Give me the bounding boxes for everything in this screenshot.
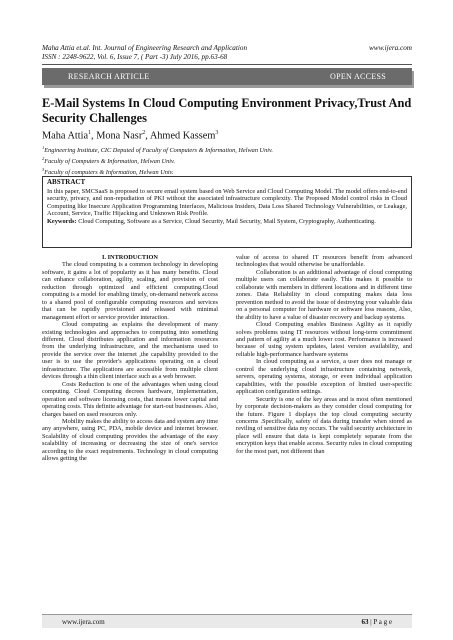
issn-line: ISSN : 2248-9622, Vol. 6, Issue 7, ( Part -3) July 2016, pp.63-68 — [42, 53, 228, 61]
abstract-box — [42, 176, 412, 248]
author-name: Maha Attia — [42, 130, 89, 142]
running-header — [42, 44, 412, 62]
author-separator: , — [91, 130, 97, 142]
body-paragraph: Security is one of the key areas and is most often mentioned by corporate decision-makers as they consider cloud computing for the future. Figure 1 displays the top cloud computing security concerns .Specifically, safety of data during transfer when stored as reviling of sensitive data my occurs. The valid security architecture in place will ensure that data is kept completely separate from the encryption keys that enable access. Security rules in cloud computing for the most part, not different than — [236, 395, 412, 455]
body-paragraph: The cloud computing is a common technology in developing software, it gains a lot of popularity as it has many benefits. Cloud can enhance collaboration, agility, scaling, and provision of cost reduction through optimized and efficient computing.Cloud computing is a model for enabling timely, on-demand network access to a shared pool of configurable computing resources and services that can be rapidly provisioned and released with minimal management effort or service provider interaction. — [42, 261, 218, 321]
page-number — [362, 618, 393, 626]
author-affiliation-mark: 3 — [215, 130, 219, 136]
author-affiliation-mark: 2 — [142, 130, 146, 136]
affiliation-text: Faculty of computers & Information, Helwan Univ. — [44, 169, 174, 177]
left-column — [42, 254, 218, 463]
affiliation-text: Engineering Institute, CIC Deputed of Faculty of Computers & Information, Helwan Univ. — [44, 147, 273, 155]
open-access-label: OPEN ACCESS — [330, 72, 386, 81]
abstract-heading: ABSTRACT — [47, 178, 86, 186]
author-name: Ahmed Kassem — [149, 130, 216, 142]
header-url[interactable]: www.ijera.com — [369, 44, 412, 52]
affiliation-line — [42, 144, 412, 155]
footer-url[interactable]: www.ijera.com — [62, 617, 105, 626]
affiliation-mark: 1 — [42, 145, 45, 150]
paper-title: E-Mail Systems In Cloud Computing Environment Privacy,Trust And Security Challenges — [42, 96, 412, 125]
affiliation-mark: 3 — [42, 167, 45, 173]
body-paragraph: Collaboration is an additional advantage of cloud computing multiple users can collaborate easily. This makes it possible to collaborate with members in different locations and in different time zones. Data Reliability in cloud computing makes data loss prevention method to avoid the issue of destroying your valuable data on a personal computer for hardware or software loss reasons, Also, the ability to have a value of disaster recovery and backup systems. — [236, 268, 412, 321]
header-divider — [42, 64, 412, 65]
right-column — [236, 254, 412, 455]
article-type-banner — [42, 68, 412, 85]
page-label: | P a g e — [370, 617, 392, 626]
body-paragraph: In cloud computing as a service, a user does not manage or control the underlying cloud infrastructure containing network, servers, operating systems, storage, or even individual application capabilities, with the possible exception of limited user-specific application configuration settings. — [236, 358, 412, 396]
keywords-label: Keywords: — [47, 217, 77, 225]
author-list — [42, 130, 412, 141]
body-paragraph: value of access to shared IT resources benefit from advanced technologies that would otherwise be unaffordable. — [236, 254, 412, 269]
research-article-label: RESEARCH ARTICLE — [68, 72, 150, 81]
abstract-text: In this paper, SMCSaaS is proposed to secure email system based on Web Service and Cloud Computing Model. The model offers end-to-end security, privacy, and non-repudiation of PKI without the associated infrastructure complexity. The Proposed Model control risks in Cloud Computing like Insecure Application Programming Interfaces, Malicious Insiders, Data Loss Shared Technology Vulnerabilities, or Leakage, Account, Service, Traffic Hijacking and Unknown Risk Profile. — [47, 187, 407, 218]
author-affiliation-mark: 1 — [88, 130, 92, 136]
body-paragraph: Cloud Computing enables Business Agility as it rapidly solves problems using IT resources without long-term commitment and pattern of agility at a much lower cost. Performance is increased because of using system updates, latest version availability, and reliable high-performance hardware systems — [236, 321, 412, 358]
keywords-text: Cloud Computing, Software as a Service, Cloud Security, Mail Security, Mail System, Cryptography, Authenticating. — [78, 217, 376, 225]
section-heading: I. INTRODUCTION — [102, 254, 158, 261]
affiliation-text: Faculty of Computers & Information, Helwan Univ. — [44, 158, 175, 166]
affiliations — [42, 144, 412, 177]
page-number-value: 63 — [361, 617, 369, 626]
affiliation-mark: 2 — [42, 156, 45, 162]
journal-citation: Maha Attia et.al. Int. Journal of Engineering Research and Application — [42, 44, 248, 52]
body-paragraph: Cloud computing as explains the development of many existing technologies and approaches to computing into something different. Cloud distributes application and information resources from the underlying infrastructure, and the mechanisms used to provide the service over the internet ,the capability provided to the user is to use the provider's applications operating on a cloud infrastructure. The applications are accessible from multiple client devices through a thin client interface such as a web browser. — [42, 321, 218, 381]
page-footer — [42, 614, 412, 628]
body-paragraph: Mobility makes the ability to access data and system any time any anywhere, using PC, PDA, mobile device and internet browser. Scalability of cloud computing provides the advantage of the easy scalability of increasing or decreasing the size of one's service according to the exact requirements. Technology in cloud computing allows getting the — [42, 417, 218, 463]
affiliation-line — [42, 155, 412, 166]
author-separator: , — [145, 130, 150, 142]
author-name: Mona Nasr — [96, 130, 143, 142]
body-paragraph: Costs Reduction is one of the advantages when using cloud computing. Cloud Computing decrees hardware, implementation, operation and software licensing costs, that means lower capital and operating costs. This definite advantage for start-out businesses. Also, charges based on used resources only. — [42, 380, 218, 418]
